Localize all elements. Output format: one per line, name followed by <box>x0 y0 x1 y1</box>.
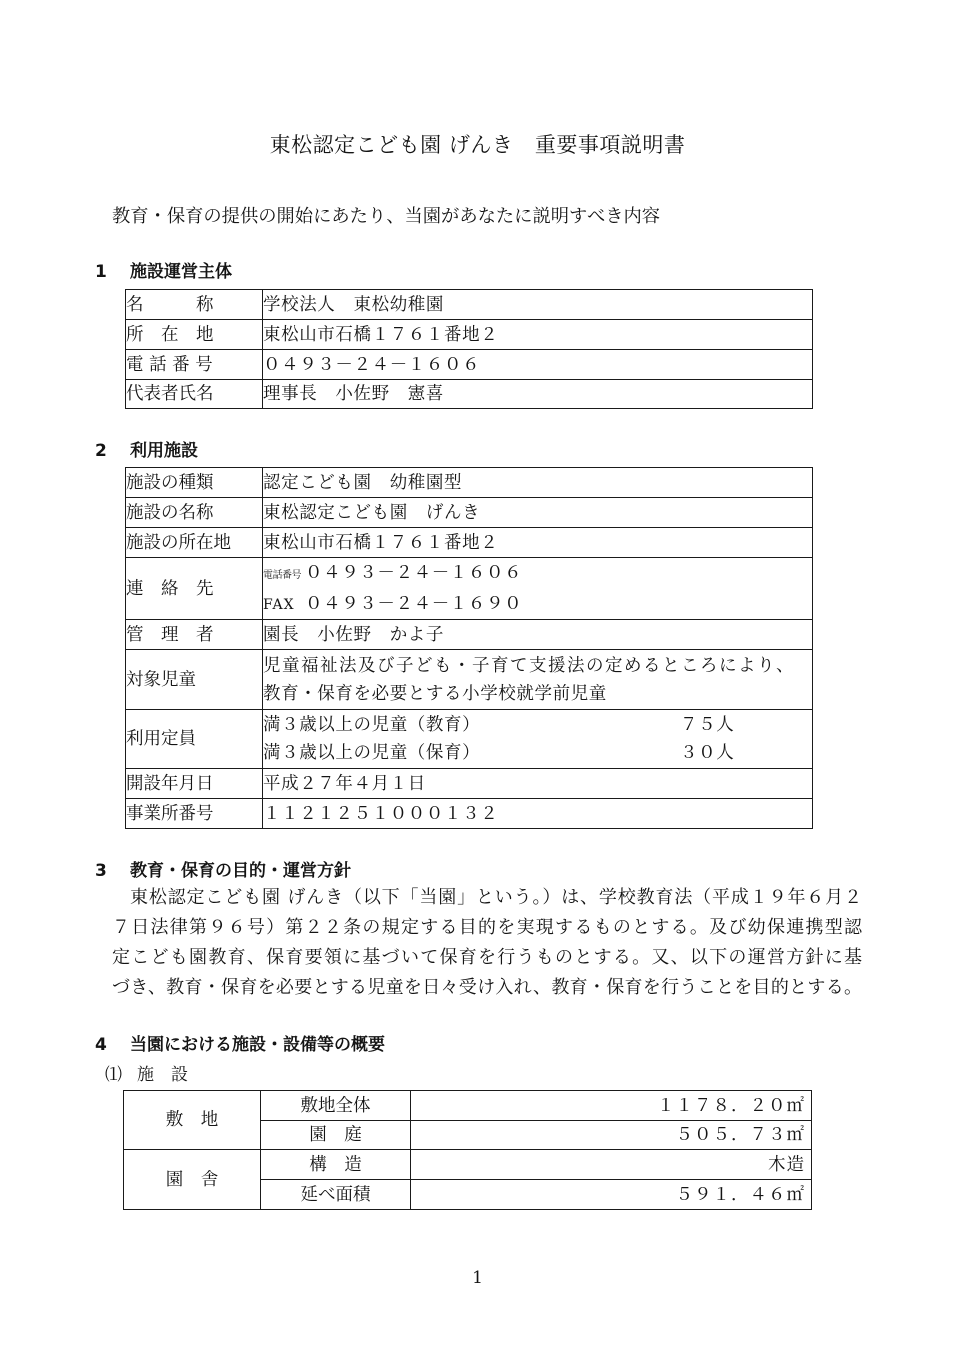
document-title: 東松認定こども園 げんき 重要事項説明書 <box>269 133 686 157</box>
row-label: 施設の種類 <box>126 468 263 498</box>
fax-prefix: FAX <box>263 596 295 613</box>
target-line: 教育・保育を必要とする小学校就学前児童 <box>263 683 607 704</box>
operator-row-phone <box>126 350 813 380</box>
row-value: 東松認定こども園 げんき <box>263 498 813 528</box>
item-value: 木造 <box>411 1150 812 1180</box>
row-label: 所 在 地 <box>126 320 263 350</box>
section4-title: 当園における施設・設備等の概要 <box>130 1035 385 1055</box>
section2-title: 利用施設 <box>130 441 198 461</box>
facility-row-office-number <box>126 799 813 829</box>
premises-table <box>123 1090 812 1210</box>
item-label: 構 造 <box>261 1150 411 1180</box>
section1-number: 1 <box>95 262 107 282</box>
item-label: 延べ面積 <box>261 1180 411 1210</box>
operator-row-name <box>126 290 813 320</box>
section1-title: 施設運営主体 <box>130 262 232 282</box>
facility-table <box>125 467 813 829</box>
subsection-number: ⑴ <box>105 1065 122 1085</box>
target-line: 児童福祉法及び子ども・子育て支援法の定めるところにより、 <box>263 655 795 676</box>
section3-number: 3 <box>95 861 107 881</box>
row-label: 事業所番号 <box>126 799 263 829</box>
capacity-line <box>263 739 812 767</box>
row-value: 認定こども園 幼稚園型 <box>263 468 813 498</box>
section2-number: 2 <box>95 441 107 461</box>
row-label: 利用定員 <box>126 710 263 769</box>
section4-number: 4 <box>95 1035 107 1055</box>
operator-row-representative <box>126 380 813 409</box>
operator-row-address <box>126 320 813 350</box>
item-label: 園 庭 <box>261 1121 411 1150</box>
item-value: ５９１．４６㎡ <box>411 1180 812 1210</box>
item-value: １１７８．２０㎡ <box>411 1091 812 1121</box>
row-label: 施設の所在地 <box>126 528 263 558</box>
section4-heading <box>95 1033 385 1057</box>
row-value: 園長 小佐野 かよ子 <box>263 620 813 650</box>
row-value: 平成２７年４月１日 <box>263 769 813 799</box>
paragraph-line: 定こども園教育、保育要領に基づいて保育を行うものとする。又、以下の運営方針に基 <box>112 947 862 968</box>
group-label: 園 舎 <box>124 1150 261 1210</box>
section2-heading <box>95 439 198 463</box>
subsection-title: 施 設 <box>137 1065 188 1085</box>
item-value: ５０５．７３㎡ <box>411 1121 812 1150</box>
section1-heading <box>95 260 232 284</box>
row-label: 連 絡 先 <box>126 558 263 620</box>
policy-paragraph <box>112 883 862 1003</box>
row-value: 学校法人 東松幼稚園 <box>263 290 813 320</box>
section3-heading <box>95 859 351 883</box>
facility-row-capacity <box>126 710 813 769</box>
row-value: １１２１２５１０００１３２ <box>263 799 813 829</box>
subsection-heading <box>105 1062 188 1088</box>
facility-row-manager <box>126 620 813 650</box>
row-label: 施設の名称 <box>126 498 263 528</box>
contact-fax-line <box>263 590 812 619</box>
contact-phone-line <box>263 559 812 590</box>
capacity-count: ７５人 <box>680 715 735 735</box>
row-value <box>263 710 813 769</box>
capacity-category: 満３歳以上の児童（教育） <box>263 715 481 735</box>
capacity-line <box>263 711 812 739</box>
item-label: 敷地全体 <box>261 1091 411 1121</box>
premises-row <box>124 1091 812 1121</box>
row-value <box>263 558 813 620</box>
row-label: 電 話 番 号 <box>126 350 263 380</box>
facility-row-contact <box>126 558 813 620</box>
row-value: ０４９３－２４－１６０６ <box>263 350 813 380</box>
capacity-category: 満３歳以上の児童（保育） <box>263 743 481 763</box>
paragraph-line: 東松認定こども園 げんき（以下「当園」という。）は、学校教育法（平成１９年６月２ <box>130 887 862 908</box>
facility-row-target <box>126 650 813 710</box>
page-number: 1 <box>472 1268 483 1288</box>
row-label: 対象児童 <box>126 650 263 710</box>
facility-row-type <box>126 468 813 498</box>
operator-table <box>125 289 813 409</box>
row-label: 開設年月日 <box>126 769 263 799</box>
premises-row <box>124 1150 812 1180</box>
document-intro: 教育・保育の提供の開始にあたり、当園があなたに説明すべき内容 <box>112 206 661 227</box>
facility-row-address <box>126 528 813 558</box>
row-value: 東松山市石橋１７６１番地２ <box>263 320 813 350</box>
section3-title: 教育・保育の目的・運営方針 <box>130 861 351 881</box>
contact-fax: ０４９３－２４－１６９０ <box>305 593 523 614</box>
facility-row-name <box>126 498 813 528</box>
paragraph-line: ７日法律第９６号）第２２条の規定する目的を実現するものとする。及び幼保連携型認 <box>112 917 862 938</box>
contact-phone: ０４９３－２４－１６０６ <box>305 562 523 583</box>
row-label: 管 理 者 <box>126 620 263 650</box>
row-label: 代表者氏名 <box>126 380 263 409</box>
capacity-count: ３０人 <box>680 743 735 763</box>
row-label: 名 称 <box>126 290 263 320</box>
row-value: 東松山市石橋１７６１番地２ <box>263 528 813 558</box>
group-label: 敷 地 <box>124 1091 261 1150</box>
facility-row-opened <box>126 769 813 799</box>
phone-prefix: 電話番号 <box>263 569 301 581</box>
paragraph-line: づき、教育・保育を必要とする児童を日々受け入れ、教育・保育を行うことを目的とする。 <box>112 977 862 998</box>
row-value: 理事長 小佐野 憲喜 <box>263 380 813 409</box>
row-value <box>263 650 813 710</box>
